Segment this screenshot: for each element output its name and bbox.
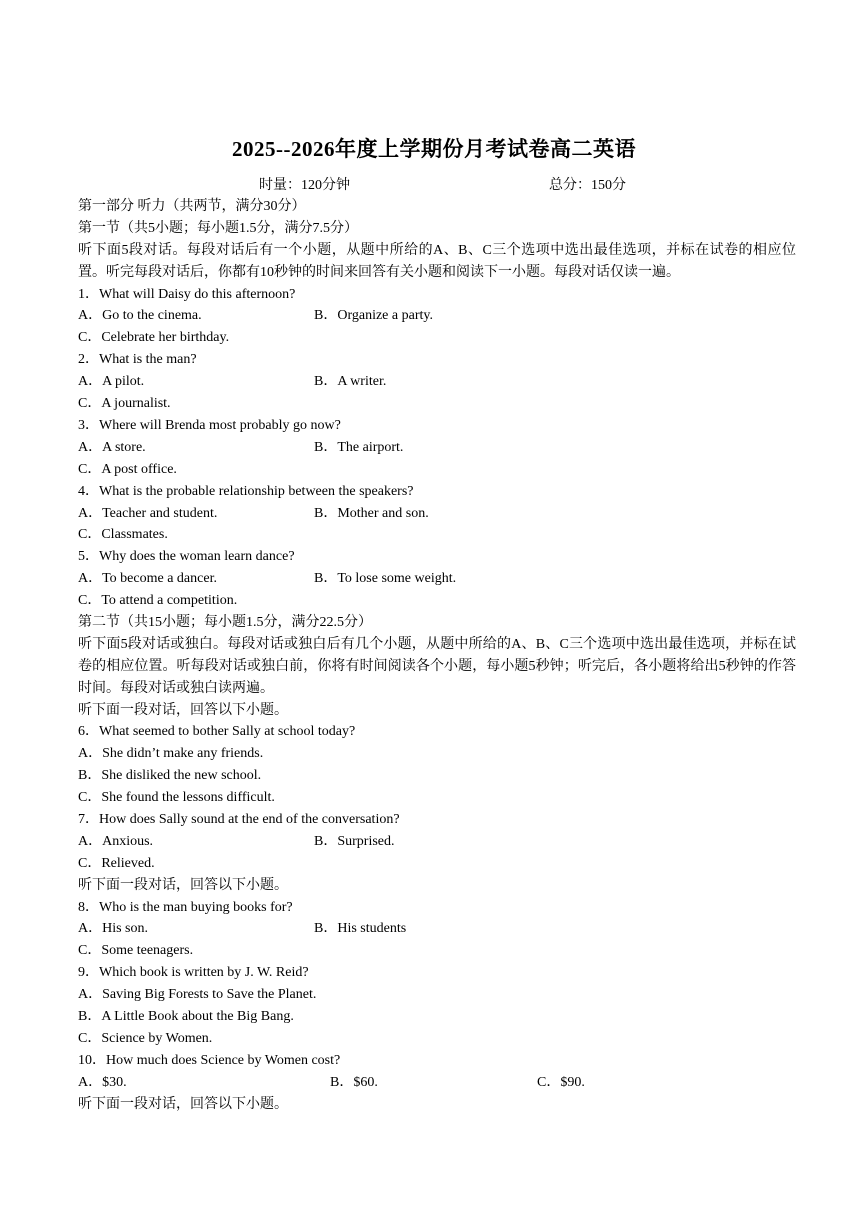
text-line: 听下面一段对话，回答以下小题。: [78, 702, 288, 718]
text-line: C．A journalist.: [78, 396, 171, 412]
answer-option: A．A store.: [78, 439, 146, 455]
text-line: 4．What is the probable relationship between the speakers?: [78, 483, 414, 499]
text-line: 10．How much does Science by Women cost?: [78, 1052, 341, 1068]
text-line: 听下面一段对话，回答以下小题。: [78, 1096, 288, 1112]
text-line: A．Saving Big Forests to Save the Planet.: [78, 987, 317, 1003]
text-line: 第二节（共15小题；每小题1.5分，满分22.5分）: [78, 614, 372, 630]
text-line: A．She didn’t make any friends.: [78, 746, 264, 762]
option-row: [78, 305, 796, 327]
text-line: C．A post office.: [78, 461, 177, 477]
time-limit: 时量：120分钟: [259, 178, 350, 193]
option-row: [78, 568, 796, 590]
instruction-paragraph: 听下面5段对话或独白。每段对话或独白后有几个小题，从题中所给的A、B、C三个选项中选出最佳选项，并标在试卷的相应位置。听每段对话或独白前，你将有时间阅读各个小题，每小题5秒钟；听完后，各小题将给出5秒钟的作答时间。每段对话或独白读两遍。: [78, 636, 796, 696]
text-line: 6．What seemed to bother Sally at school today?: [78, 724, 356, 740]
option-row: [78, 831, 796, 853]
text-line: 9．Which book is written by J. W. Reid?: [78, 965, 309, 981]
answer-option: A．$30.: [78, 1074, 127, 1090]
text-line: C．Relieved.: [78, 855, 155, 871]
text-line: C．Science by Women.: [78, 1030, 213, 1046]
text-line: 2．What is the man?: [78, 352, 197, 368]
instruction-paragraph: 听下面5段对话。每段对话后有一个小题，从题中所给的A、B、C三个选项中选出最佳选项，并标在试卷的相应位置。听完每段对话后，你都有10秒钟的时间来回答有关小题和阅读下一小题。每段对话仅读一遍。: [78, 242, 796, 280]
answer-option: B．Organize a party.: [314, 308, 433, 324]
answer-option: A．To become a dancer.: [78, 571, 217, 587]
text-line: 5．Why does the woman learn dance?: [78, 549, 295, 565]
exam-title: 2025--2026年度上学期份月考试卷高二英语: [232, 137, 636, 161]
exam-content: [78, 196, 796, 1115]
text-line: 7．How does Sally sound at the end of the conversation?: [78, 812, 400, 828]
text-line: 1．What will Daisy do this afternoon?: [78, 286, 296, 302]
text-line: 8．Who is the man buying books for?: [78, 899, 293, 915]
option-row: [78, 918, 796, 940]
text-line: C．She found the lessons difficult.: [78, 790, 275, 806]
answer-option: A．Go to the cinema.: [78, 308, 202, 324]
text-line: C．Classmates.: [78, 527, 168, 543]
answer-option: B．Surprised.: [314, 833, 395, 849]
text-line: C．To attend a competition.: [78, 593, 238, 609]
total-score: 总分：150分: [549, 178, 626, 193]
text-line: B．A Little Book about the Big Bang.: [78, 1009, 294, 1025]
answer-option: B．His students: [314, 921, 407, 937]
text-line: 第一部分 听力（共两节，满分30分）: [78, 199, 306, 214]
answer-option: B．To lose some weight.: [314, 571, 457, 587]
text-line: C．Some teenagers.: [78, 943, 194, 959]
text-line: 第一节（共5小题；每小题1.5分，满分7.5分）: [78, 220, 358, 236]
answer-option: B．Mother and son.: [314, 505, 429, 521]
answer-option: A．A pilot.: [78, 374, 145, 390]
answer-option: C．$90.: [537, 1074, 585, 1090]
answer-option: A．Teacher and student.: [78, 505, 218, 521]
answer-option: B．The airport.: [314, 439, 404, 455]
answer-option: A．Anxious.: [78, 833, 154, 849]
option-row: [78, 1072, 796, 1094]
text-line: B．She disliked the new school.: [78, 768, 262, 784]
option-row: [78, 371, 796, 393]
answer-option: B．$60.: [330, 1074, 378, 1090]
option-row: [78, 503, 796, 525]
text-line: 3．Where will Brenda most probably go now?: [78, 417, 341, 433]
text-line: C．Celebrate her birthday.: [78, 330, 230, 346]
text-line: 听下面一段对话，回答以下小题。: [78, 877, 288, 893]
answer-option: B．A writer.: [314, 374, 387, 390]
option-row: [78, 437, 796, 459]
answer-option: A．His son.: [78, 921, 149, 937]
